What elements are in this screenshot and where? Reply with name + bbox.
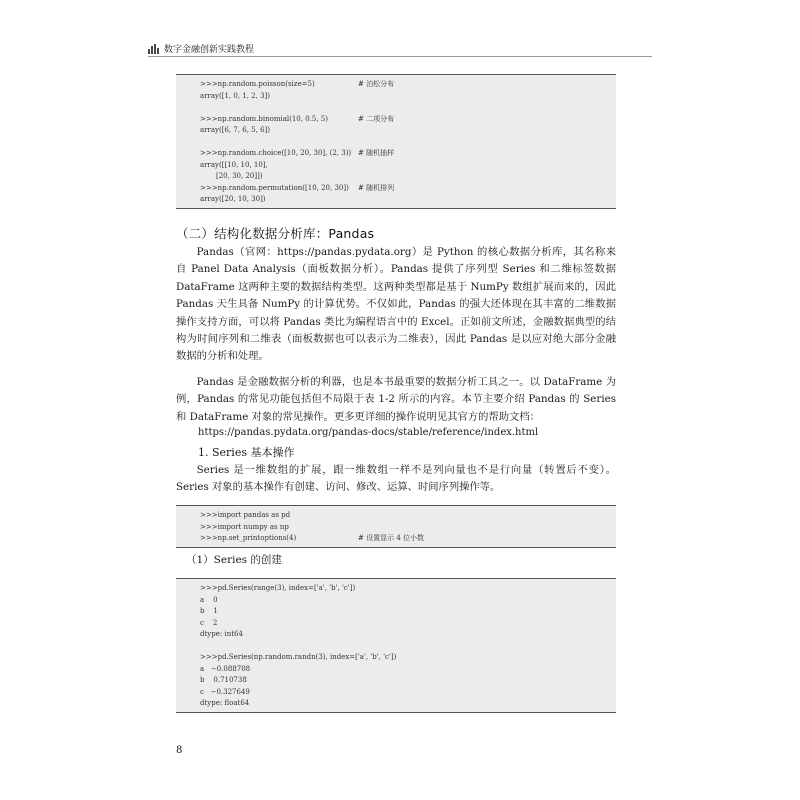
code-text: array([20, 10, 30]) [200,195,266,203]
code-text: >>>np.set_printoptions(4) [200,534,297,542]
code-text: >>>import numpy as np [200,522,289,531]
code-line [200,510,616,522]
code-text: >>>np.random.permutation([10, 20, 30]) [200,183,349,192]
code-line [200,652,616,664]
page-number: 8 [176,745,183,756]
code-block-series-create [176,578,616,713]
code-block-imports [176,505,616,548]
code-line [200,125,616,137]
code-text: array([1, 0, 1, 2, 3]) [200,91,270,100]
code-line [200,583,616,595]
code-line [200,618,616,630]
code-text: >>>import pandas as pd [200,511,291,519]
section-heading: （二）结构化数据分析库：Pandas [176,226,375,241]
code-line [200,606,616,618]
code-text: >>>np.random.choice([10, 20, 30], (2, 3)) [200,149,352,157]
code-blank-line [200,102,616,114]
subsection-series-basics: 1. Series 基本操作 [198,446,295,459]
code-line [200,91,616,103]
code-text: dtype: int64 [200,630,243,638]
code-blank-line [200,641,616,653]
code-line [200,664,616,676]
code-text: c −0.327649 [200,687,250,696]
code-line [200,194,616,206]
code-text: a −0.088708 [200,664,251,673]
code-text: array([6, 7, 6, 5, 6]) [200,126,270,134]
code-line [200,675,616,687]
code-text: [20, 30, 20]]) [216,172,263,180]
code-text: >>>np.random.poisson(size=5) [200,80,315,88]
code-line [200,595,616,607]
paragraph-pandas-intro: Pandas（官网：https://pandas.pydata.org）是 Python 的核心数据分析库，其名称来自 Panel Data Analysis（面板数据分析）。Pandas 提供了序列型 Series 和二维标签数据 DataFrame 这两种主要的数据结构类型。这两种类型都是基于 NumPy 数组扩展而来的，因此 Pandas 天生具备 NumPy 的计算优势。不仅如此，Pandas 的强大还体现在其丰富的二维数据操作支持方面，可以将 Pandas 类比为编程语言中的 Excel。正如前文所述，金融数据典型的结构为时间序列和二维表（面板数据也可以表示为二维表），因此 Pandas 是以应对绝大部分金融数据的分析和处理。 [176,246,616,363]
code-comment: # 随机抽样 [358,149,395,157]
code-line [200,522,616,534]
subsection-series-creation: （1）Series 的创建 [186,554,282,566]
code-block-numpy-random [176,74,616,209]
code-text: a 0 [200,595,218,604]
code-text: >>>np.random.binomial(10, 0.5, 5) [200,114,328,123]
code-comment: # 二项分布 [358,114,395,123]
code-text: b 1 [200,607,218,615]
code-comment: # 随机排列 [358,183,395,192]
book-logo-icon [148,44,160,54]
code-text: >>>pd.Series(range(3), index=['a', 'b', 'c']) [200,584,356,592]
header-rule [148,56,652,57]
code-text: dtype: float64 [200,699,250,707]
code-blank-line [200,137,616,149]
code-comment: # 泊松分布 [358,80,395,88]
paragraph-pandas-functions: Pandas 是金融数据分析的利器，也是本书最重要的数据分析工具之一。以 DataFrame 为例，Pandas 的常见功能包括但不局限于表 1-2 所示的内容。本节主要介绍 Pandas 的 Series 和 DataFrame 对象的常见操作。更多更详细的操作说明见其官方的帮助文档： [176,376,616,423]
code-line [200,148,616,160]
book-title: 数字金融创新实践教程 [164,45,255,55]
code-text: array([[10, 10, 10], [200,160,268,169]
code-line [200,698,616,710]
running-header [148,42,254,55]
code-line [200,114,616,126]
code-text: c 2 [200,618,218,627]
code-line [200,160,616,172]
code-line [200,629,616,641]
code-text: >>>pd.Series(np.random.randn(3), index=['a', 'b', 'c']) [200,653,397,661]
code-line [200,687,616,699]
code-comment: # 设置显示 4 位小数 [358,534,424,542]
paragraph-series-desc: Series 是一维数组的扩展，跟一维数组一样不是列向量也不是行向量（转置后不变）。Series 对象的基本操作有创建、访问、修改、运算、时间序列操作等。 [176,464,616,494]
code-line [200,171,616,183]
code-text: b 0.710738 [200,676,247,684]
code-line [200,79,616,91]
code-line [200,533,616,545]
doc-url: https://pandas.pydata.org/pandas-docs/stable/reference/index.html [198,427,539,438]
code-line [200,183,616,195]
